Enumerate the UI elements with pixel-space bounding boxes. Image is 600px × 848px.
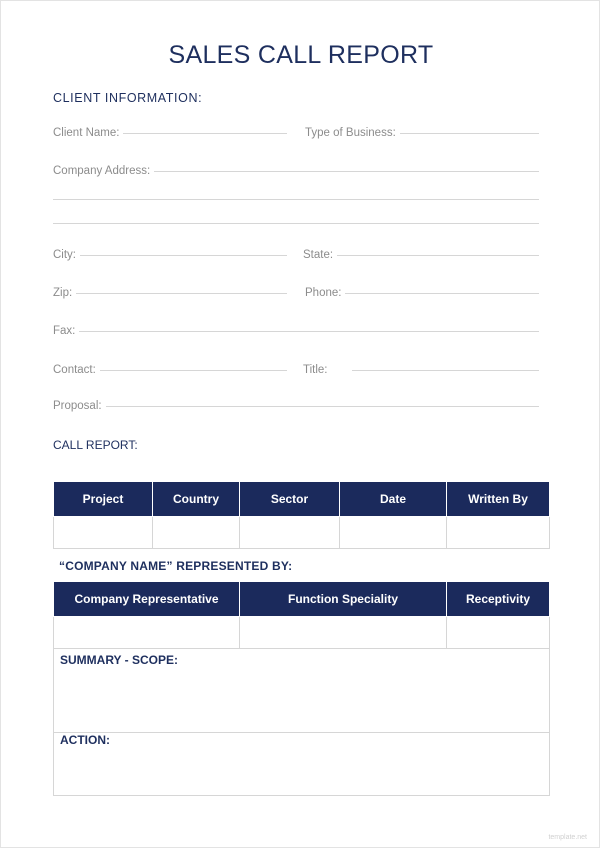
- fax-field[interactable]: [53, 325, 539, 337]
- column-written-by: Written By: [447, 482, 550, 517]
- city-line: [80, 254, 287, 256]
- fax-label: Fax:: [53, 325, 76, 337]
- fax-line: [79, 330, 539, 332]
- country-cell[interactable]: [153, 517, 240, 549]
- phone-field[interactable]: [305, 287, 539, 299]
- client-name-line: [123, 132, 287, 134]
- project-cell[interactable]: [54, 517, 153, 549]
- phone-line: [345, 292, 539, 294]
- date-cell[interactable]: [340, 517, 447, 549]
- company-address-field[interactable]: [53, 165, 539, 177]
- column-sector: Sector: [240, 482, 340, 517]
- summary-scope-label: SUMMARY - SCOPE:: [60, 653, 179, 667]
- title-label: Title:: [303, 364, 328, 376]
- contact-line: [100, 369, 287, 371]
- city-label: City:: [53, 249, 76, 261]
- company-address-line: [154, 170, 539, 172]
- action-label: ACTION:: [60, 733, 110, 747]
- sector-cell[interactable]: [240, 517, 340, 549]
- zip-label: Zip:: [53, 287, 73, 299]
- column-date: Date: [340, 482, 447, 517]
- proposal-field[interactable]: [53, 400, 539, 412]
- type-of-business-line: [400, 132, 539, 134]
- proposal-label: Proposal:: [53, 400, 102, 412]
- column-project: Project: [54, 482, 153, 517]
- city-field[interactable]: [53, 249, 287, 261]
- company-address-label: Company Address:: [53, 165, 151, 177]
- written-by-cell[interactable]: [447, 517, 550, 549]
- proposal-line: [106, 405, 539, 407]
- table-row: [54, 517, 550, 549]
- title-line: [352, 369, 540, 371]
- state-label: State:: [303, 249, 334, 261]
- zip-field[interactable]: [53, 287, 287, 299]
- function-speciality-cell[interactable]: [240, 617, 447, 649]
- client-name-field[interactable]: [53, 127, 287, 139]
- call-report-heading: CALL REPORT:: [53, 438, 138, 452]
- title-field[interactable]: [303, 364, 539, 376]
- company-address-line-2[interactable]: [53, 199, 539, 200]
- representative-header-row: [54, 582, 550, 617]
- call-report-table: [53, 481, 550, 549]
- company-address-line-3[interactable]: [53, 223, 539, 224]
- client-information-heading: CLIENT INFORMATION:: [53, 91, 203, 105]
- summary-scope-box[interactable]: [53, 648, 550, 733]
- watermark: template.net: [548, 834, 587, 841]
- contact-label: Contact:: [53, 364, 96, 376]
- represented-by-heading: “COMPANY NAME” REPRESENTED BY:: [59, 559, 293, 573]
- type-of-business-field[interactable]: [305, 127, 539, 139]
- state-field[interactable]: [303, 249, 539, 261]
- page-title: SALES CALL REPORT: [168, 41, 434, 69]
- receptivity-cell[interactable]: [447, 617, 550, 649]
- table-row: [54, 617, 550, 649]
- representative-table: [53, 581, 550, 649]
- column-function-speciality: Function Speciality: [240, 582, 447, 617]
- column-country: Country: [153, 482, 240, 517]
- type-of-business-label: Type of Business:: [305, 127, 396, 139]
- call-report-header-row: [54, 482, 550, 517]
- company-representative-cell[interactable]: [54, 617, 240, 649]
- zip-line: [76, 292, 287, 294]
- phone-label: Phone:: [305, 287, 342, 299]
- column-company-representative: Company Representative: [54, 582, 240, 617]
- client-name-label: Client Name:: [53, 127, 120, 139]
- column-receptivity: Receptivity: [447, 582, 550, 617]
- state-line: [337, 254, 539, 256]
- contact-field[interactable]: [53, 364, 287, 376]
- action-box[interactable]: [53, 731, 550, 796]
